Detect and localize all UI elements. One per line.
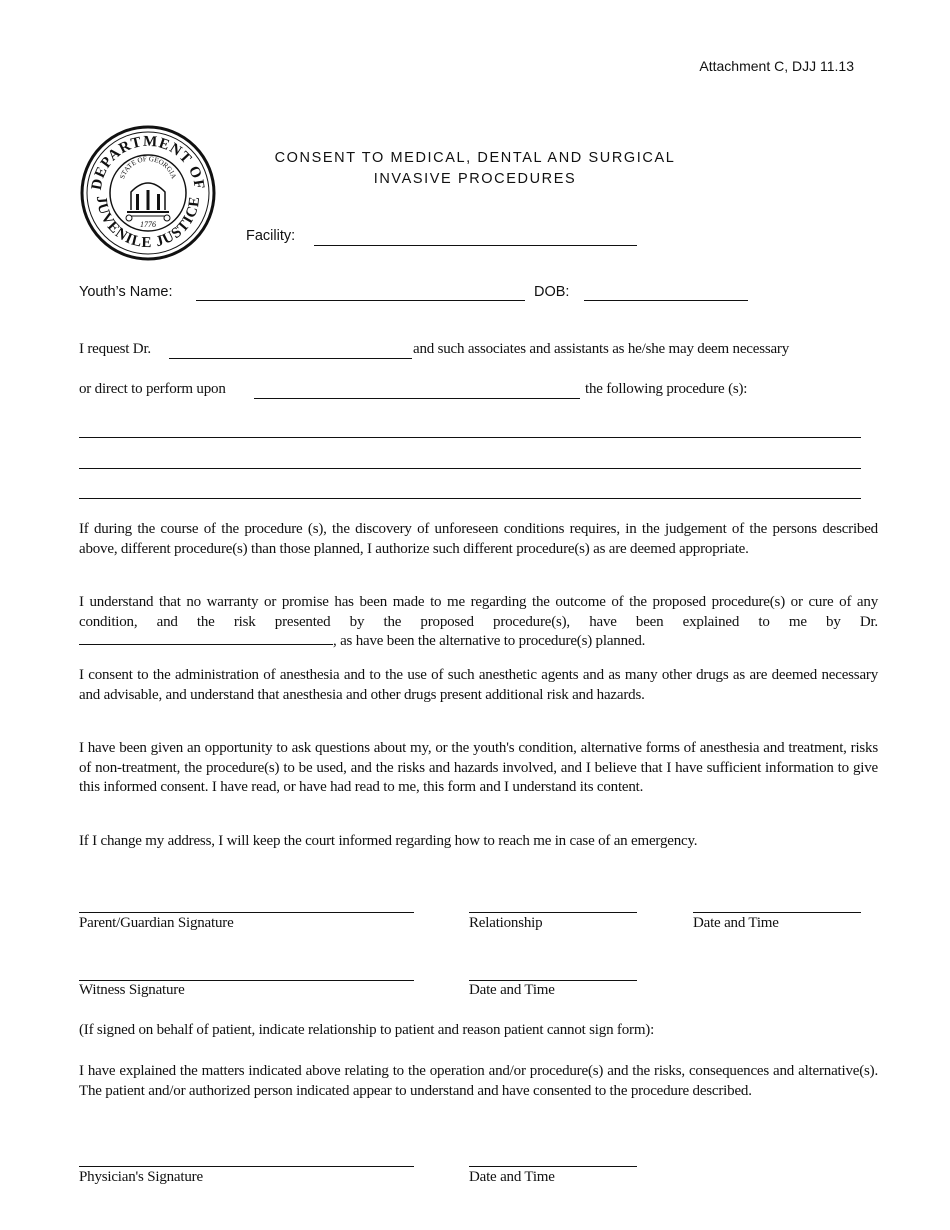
procedure-line-1[interactable]	[79, 437, 861, 438]
physician-signature-label: Physician's Signature	[79, 1169, 203, 1185]
relationship-line[interactable]	[469, 912, 637, 913]
paragraph-informed-consent: I have been given an opportunity to ask questions about my, or the youth's condition, alternative forms of anesthesia and treatment, risks of non-treatment, the procedure(s) to be used, and the risks and hazards involved, and I believe that I have sufficient information to give this informed consent. I have read, or have had read to me, this form and I understand its content.	[79, 740, 878, 795]
perform-suffix: the following procedure (s):	[585, 381, 748, 397]
date-time-label-2: Date and Time	[469, 982, 555, 998]
doctor-name-field[interactable]	[169, 358, 412, 359]
facility-label: Facility:	[246, 228, 296, 244]
date-time-label-1: Date and Time	[693, 915, 779, 931]
procedure-line-3[interactable]	[79, 498, 861, 499]
dob-label: DOB:	[534, 284, 570, 300]
relationship-label: Relationship	[469, 915, 543, 931]
seal-year: 1776	[140, 220, 156, 229]
patient-name-field[interactable]	[254, 398, 580, 399]
physician-signature-line[interactable]	[79, 1166, 414, 1167]
request-suffix: and such associates and assistants as he/she may deem necessary	[413, 341, 790, 357]
attachment-reference: Attachment C, DJJ 11.13	[699, 58, 854, 74]
title-line-2: INVASIVE PROCEDURES	[373, 171, 577, 187]
date-time-label-3: Date and Time	[469, 1169, 555, 1185]
date-time-line-1[interactable]	[693, 912, 861, 913]
department-seal-logo	[79, 124, 217, 262]
witness-signature-label: Witness Signature	[79, 982, 185, 998]
title-line-1: CONSENT TO MEDICAL, DENTAL AND SURGICAL	[274, 150, 676, 166]
youth-name-field[interactable]	[196, 300, 525, 301]
paragraph-address-change: If I change my address, I will keep the court informed regarding how to reach me in case of an emergency.	[79, 833, 698, 849]
paragraph-physician-explanation: I have explained the matters indicated above relating to the operation and/or procedure(s) and the risks, consequences and alternative(s). The patient and/or authorized person indicated appear to understand and have consented to the procedure described.	[79, 1063, 878, 1099]
seal-text-bottom: JUVENILE JUSTICE	[92, 195, 204, 252]
paragraph-no-warranty-text: I understand that no warranty or promise has been made to me regarding the outcome of the proposed procedure(s) or cure of any condition, and the risk presented by the proposed procedure(s), have been explained to me by Dr.	[79, 594, 878, 630]
seal-text-top: DEPARTMENT OF	[88, 133, 208, 192]
seal-inner-text: STATE OF GEORGIA	[118, 154, 178, 180]
request-prefix: I request Dr.	[79, 341, 151, 357]
parent-signature-label: Parent/Guardian Signature	[79, 915, 234, 931]
youth-name-label: Youth’s Name:	[79, 284, 173, 300]
paragraph-no-warranty	[79, 593, 878, 652]
dob-field[interactable]	[584, 300, 748, 301]
perform-prefix: or direct to perform upon	[79, 381, 226, 397]
witness-signature-line[interactable]	[79, 980, 414, 981]
procedure-line-2[interactable]	[79, 468, 861, 469]
svg-text:STATE OF GEORGIA	[118, 155, 178, 180]
facility-field[interactable]	[314, 245, 637, 246]
paragraph-no-warranty-end: , as have been the alternative to procedure(s) planned.	[333, 633, 646, 649]
paragraph-unforeseen-conditions: If during the course of the procedure (s), the discovery of unforeseen conditions requires, in the judgement of the persons described above, different procedure(s) than those planned, I authorize such different procedure(s) as are deemed appropriate.	[79, 521, 878, 557]
date-time-line-2[interactable]	[469, 980, 637, 981]
date-time-line-3[interactable]	[469, 1166, 637, 1167]
parent-signature-line[interactable]	[79, 912, 414, 913]
paragraph-anesthesia-consent: I consent to the administration of anesthesia and to the use of such anesthetic agents and as many other drugs as are deemed necessary and advisable, and understand that anesthesia and other drugs present additional risk and hazards.	[79, 667, 878, 703]
explaining-doctor-field[interactable]	[79, 632, 333, 645]
form-title	[230, 148, 720, 190]
paragraph-signed-on-behalf: (If signed on behalf of patient, indicate relationship to patient and reason patient cannot sign form):	[79, 1022, 655, 1038]
